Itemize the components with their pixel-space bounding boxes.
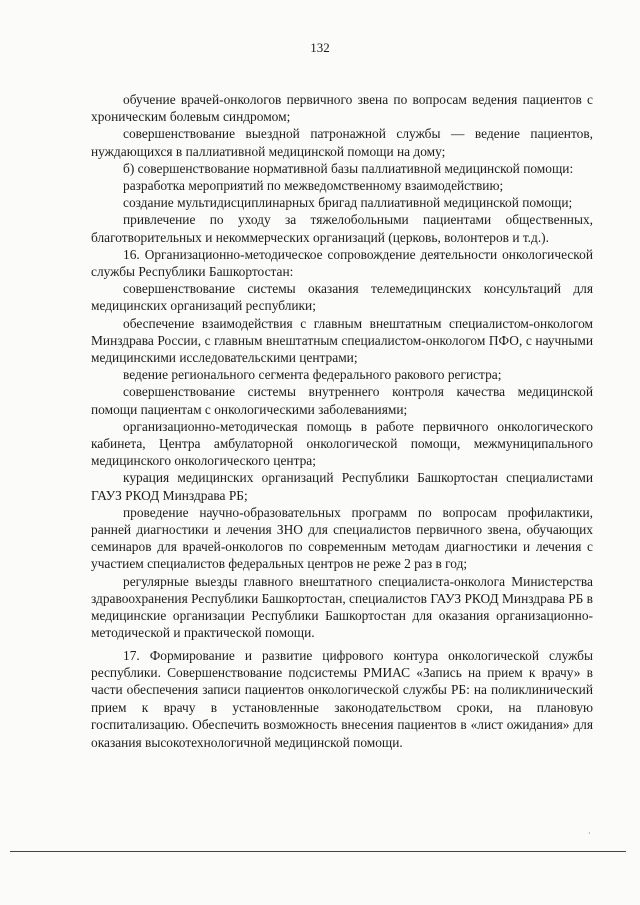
page-number: 132 <box>310 40 330 55</box>
scan-speck: · <box>588 829 591 838</box>
numbered-item-16: 16. Организационно-методическое сопровождение деятельности онкологической службы Республики Башкортостан: <box>91 246 593 280</box>
paragraph: организационно-методическая помощь в работе первичного онкологического кабинета, Центра амбулаторной онкологической помощи, межмуниципального медицинского онкологического центра; <box>91 418 593 469</box>
paragraph: проведение научно-образовательных программ по вопросам профилактики, ранней диагностики и лечения ЗНО для специалистов первичного звена, обучающих семинаров для врачей-онкологов по современным методам диагностики и лечения с участием специалистов федеральных центров не реже 2 раз в год; <box>91 504 593 572</box>
paragraph: создание мультидисциплинарных бригад паллиативной медицинской помощи; <box>123 195 573 211</box>
paragraph: б) совершенствование нормативной базы паллиативной медицинской помощи: <box>123 160 574 176</box>
paragraph: совершенствование системы внутреннего контроля качества медицинской помощи пациентам с онкологическими заболеваниями; <box>91 384 593 417</box>
paragraph: совершенствование системы оказания телемедицинских консультаций для медицинских организаций республики; <box>91 281 593 314</box>
paragraph: регулярные выезды главного внештатного специалиста-онколога Министерства здравоохранения Республики Башкортостан, специалистов ГАУЗ РКОД Минздрава РБ в медицинские организации Республики Башкортостан для оказания организационно-методической и практической помощи. <box>91 573 593 641</box>
paragraph: обучение врачей-онкологов первичного звена по вопросам ведения пациентов с хроническим болевым синдромом; <box>91 92 593 125</box>
paragraph: разработка мероприятий по межведомственному взаимодействию; <box>123 178 504 194</box>
paragraph: обеспечение взаимодействия с главным внештатным специалистом-онкологом Минздрава России, с главным внештатным специалистом-онкологом ПФО, с научными медицинскими исследовательскими центрами; <box>91 315 593 366</box>
numbered-item-17: 17. Формирование и развитие цифрового контура онкологической службы республики. Совершенствование подсистемы РМИАС «Запись на прием к врачу» в части обеспечения записи пациентов онкологической службы РБ: на поликлинический прием к врачу в установленные законодательством сроки, на плановую госпитализацию. Обеспечить возможность внесения пациентов в «лист ожидания» для оказания высокотехнологичной медицинской помощи. <box>91 647 593 750</box>
paragraph: привлечение по уходу за тяжелобольными пациентами общественных, благотворительных и некоммерческих организаций (церковь, волонтеров и т.д.). <box>91 212 593 245</box>
paragraph: ведение регионального сегмента федерального ракового регистра; <box>123 367 502 383</box>
footer-rule <box>10 851 626 852</box>
page-body <box>91 91 593 751</box>
paragraph: совершенствование выездной патронажной службы — ведение пациентов, нуждающихся в паллиативной медицинской помощи на дому; <box>91 126 593 159</box>
paragraph: курация медицинских организаций Республики Башкортостан специалистами ГАУЗ РКОД Минздрава РБ; <box>91 470 593 503</box>
